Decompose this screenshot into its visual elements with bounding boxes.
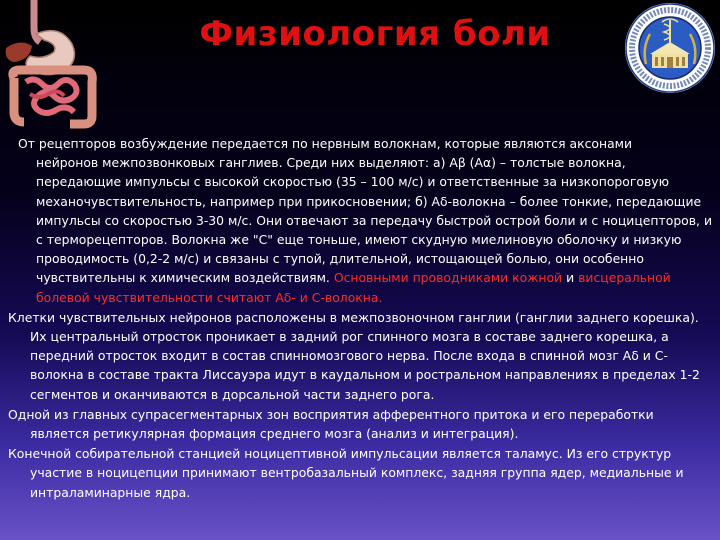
- slide-title: Физиология боли: [199, 14, 551, 54]
- digestive-organs-icon: [0, 0, 110, 130]
- conjunction-text: и: [566, 270, 575, 286]
- highlight-text-2: висцеральной болевой чувствительности считают Aδ- и С-волокна.: [36, 270, 671, 305]
- paragraph-reticular-formation: Одной из главных супрасегментарных зон восприятия афферентного притока и его переработки является ретикулярная формация среднего мозга (анализ и интеграция).: [8, 406, 654, 442]
- paragraph-nerve-fibers: [8, 134, 714, 307]
- paragraph-thalamus: Конечной собирательной станцией ноцицептивной импульсации является таламус. Из его структур участие в ноцицепции принимают вентробазальный комплекс, задняя группа ядер, медиальные и интраламинарные ядра.: [8, 446, 684, 500]
- slide-body: [8, 134, 714, 502]
- paragraph-sensory-neurons: Клетки чувствительных нейронов расположены в межпозвоночном ганглии (ганглии заднего корешка). Их центральный отросток проникает в задний рог спинного мозга в составе заднего корешка, а передний отросток входит в состав спинномозгового нерва. После входа в спинной мозг Aδ и С- волокна в составе тракта Лиссауэра идут в каудальном и ростральном направлениях в пределах 1-2 сегментов и оканчиваются в дорсальной части заднего рога.: [8, 309, 700, 402]
- paragraph-lead: От рецепторов возбуждение передается по нервным волокнам, которые являются аксонами: [18, 136, 633, 151]
- highlight-text-1: Основными проводниками кожной: [333, 270, 563, 286]
- university-emblem-icon: [624, 2, 716, 94]
- fiber-types-text: нейронов межпозвонковых ганглиев. Среди них выделяют: а) Aβ (Aα) – толстые волокна, передающие импульсы с высокой скоростью (35 – 100 м/с) и ответственные за низкопороговую механочувствительность, например при прикосновении; б) Aδ-волокна – более тонкие, передающие импульсы со скоростью 3-30 м/с. Они отвечают за передачу быстрой острой боли и с ноцицепторов, и с терморецепторов. Волокна же "С" еще тоньше, имеют скудную миелиновую оболочку и низкую проводимость (0,2-2 м/с) и связаны с тупой, длительной, истощающей болью, они особенно чувствительны к химическим воздействиям.: [36, 155, 712, 286]
- paragraph-rest: [20, 153, 714, 307]
